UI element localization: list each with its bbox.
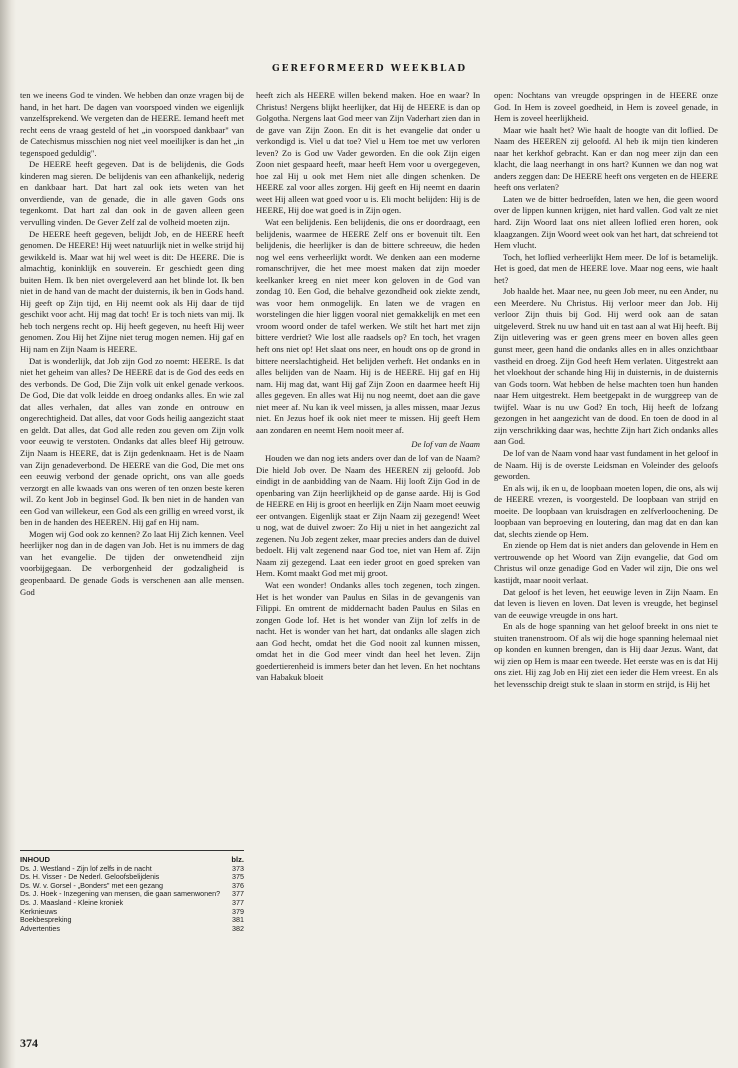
- toc-entry: [20, 908, 244, 917]
- page-number: 374: [20, 1036, 38, 1050]
- section-heading: De lof van de Naam: [411, 439, 480, 450]
- paragraph: Maar wie haalt het? Wie haalt de hoogte van dit loflied. De Naam des HEEREN zij geloofd. Al heb ik mijn tien kinderen naar het kerkhof gebracht. Kan er dan nog meer zijn dan een klacht, die laag neerhangt in ons hart? Kunnen we dan nog wat anders zeggen dan: De HEERE heeft ons vergeten en de HEERE heeft ons verlaten?: [494, 124, 718, 193]
- paragraph: Laten we de bitter bedroefden, laten we hen, die geen woord over de lippen kunnen krijgen, niet hard vallen. God valt ze niet hard. Zijn Woord laat ons niet alleen loflied eren horen, ook klaagzangen. Zijn Woord weet ook van het hart, dat schreiend tot Hem vlucht.: [494, 193, 718, 251]
- toc-divider: [20, 850, 244, 851]
- text-column-1: [20, 90, 244, 846]
- toc-entry-title: Advertenties: [20, 924, 60, 933]
- paragraph: Mogen wij God ook zo kennen? Zo laat Hij Zich kennen. Veel heerlijker nog dan in de dagen van Job. Het is nu immers de dag van het evangelie. De tijden der onwetendheid zijn voorbijgegaan. De verborgenheid der godzaligheid is geopenbaard. De genade Gods is verschenen aan alle mensen. God: [20, 528, 244, 597]
- paragraph: De HEERE heeft gegeven, belijdt Job, en de HEERE heeft genomen. De HEERE! Hij weet natuurlijk niet in welke strijd hij gewikkeld is. Maar wat hij wel weet is dit: De HEERE. Die is almachtig, koninklijk en souverein. Er geschiedt geen ding buiten Hem. Ik ben niet overgeleverd aan het blinde lot. Ik ben niet in de hand van de macht der duisternis, ik ben in Gods hand. Hij geeft op Zijn tijd, en Hij neemt ook als Hij daar de tijd geschikt voor acht. Hij mag dat toch! Er is toch niets van mij. Ik heb toch nergens recht op. Hij heeft gegeven, nu heeft Hij weer genomen. Zou Hij het Zijne niet terug mogen nemen. Hij gaf en Hij nam en Zijn Naam is HEERE.: [20, 228, 244, 355]
- toc-entry-page: 379: [232, 906, 244, 916]
- toc-entry-title: Boekbespreking: [20, 916, 72, 925]
- paragraph: Job haalde het. Maar nee, nu geen Job meer, nu een Ander, nu een Meerdere. Nu Christus. Hij verloor meer dan Job. Hij verloor Zijn thuis bij God. Hij werd ook aan de satan uitgeleverd. Strek nu uw hand uit en tast aan al wat Hij heeft. Bij Zijn uitlevering was er geen grens meer en boven alles geen gunst meer, geen hand die ondanks alles en in alles onzichtbaar vastheid en droeg. Zijn God heeft Hem verlaten. Uitgestrekt aan het vloekhout der schande hing Hij in duisternis, in de duisternis van Gods toorn. Wat hebben de helse machten toen hun handen naar Hem uitgestrekt. Hem beetgepakt in de wurggreep van de twijfel. Waar is nu uw God? En toch, Hij heeft de lofzang gezongen in het aangezicht van de dood. En toen de dood in al zijn verschrikking daar was, hechtte Zijn hart Zich ondanks alles aan God.: [494, 286, 718, 447]
- paragraph: open: Nochtans van vreugde opspringen in de HEERE onze God. In Hem is zoveel goedheid, in Hem is zoveel genade, in Hem is zoveel heerlijkheid.: [494, 90, 718, 124]
- paragraph: En als wij, ik en u, de loopbaan moeten lopen, die ons, als wij de HEERE vrezen, is voorgesteld. De loopbaan van strijd en moeite. De loopbaan van kruisdragen en zelfverloochening. De loopbaan van beproeving en loutering, dan mag dat en dan kan dat, slechts ziende op Hem.: [494, 482, 718, 539]
- text-column-3: [494, 90, 718, 1035]
- toc-entry-page: 381: [232, 915, 244, 925]
- paragraph: Houden we dan nog iets anders over dan de lof van de Naam? Die hield Job over. De Naam des HEEREN zij geloofd. Job eindigt in de aanbidding van de Naam. Hij looft Zijn God in de openbaring van Zijn heerlijkheid op de ganse aarde. Hij is God de HEERE en Hij is groot en heerlijk en Zijn Naam moet eeuwig eer ontvangen. Eigenlijk staat er Zijn Naam zij gezegend! Weet u nog, wat de duivel zwoer: Zo Hij u niet in het aangezicht zal zegenen. Nu Job zegent zeker, maar precies anders dan de duivel bedoelt. Hij valt zegenend naar God toe, niet van Hem af. Zijn Naam zij gezegend. Laat een ieder groot en goed spreken van Hem. Komt maakt God met mij groot.: [256, 452, 480, 579]
- toc-entry-page: 375: [232, 872, 244, 882]
- toc-entry: [20, 865, 244, 874]
- toc-entry: [20, 925, 244, 934]
- toc-entry: [20, 882, 244, 891]
- toc-entry-page: 373: [232, 863, 244, 873]
- toc-entry-title: Ds. H. Visser - De Nederl. Geloofsbelijdenis: [20, 873, 160, 882]
- paragraph: Dat geloof is het leven, het eeuwige leven in Zijn Naam. En dat leven is lieven en loven. Dat leven is vreugde, het beginsel van de eeuwige vreugde in ons hart.: [494, 586, 718, 620]
- toc-entry: [20, 890, 244, 899]
- toc-entry-page: 376: [232, 880, 244, 890]
- paragraph: Wat een wonder! Ondanks alles toch zegenen, toch zingen. Het is het wonder van Paulus en Silas in de gevangenis van Filippi. En omtrent de middernacht baden Paulus en Silas en zongen Gode lof. Het is het wonder van Zijn lof zelfs in de nacht. Het is wonder van het hart, dat ondanks alle slagen zich aan God hecht, omdat het die God nooit zal kunnen missen, omdat het in die God meer vindt dan heel het leven. Zijn goedertierenheid is immers beter dan het leven. En het nochtans van Habakuk bloeit: [256, 579, 480, 683]
- toc-entry-page: 382: [232, 923, 244, 933]
- paragraph: En als de hoge spanning van het geloof breekt in ons niet te stuiten tranenstroom. Of als wij die hoge spanning helemaal niet op konden en kunnen brengen, dan is Hij daar Jezus. Want, dat wij zien op Hem is maar een tweede. Het eerste was en is dat Hij ons ziet. Hij zag Job en Hij ziet een ieder die Hem vreest. En als het levensschip dreigt stuk te slaan in storm en strijd, is Hij het: [494, 621, 718, 689]
- paragraph: De lof van de Naam vond haar vast fundament in het geloof in de Naam. Hij is de overste Leidsman en Voleinder des geloofs geworden.: [494, 447, 718, 482]
- toc-header: [20, 856, 244, 865]
- toc-entry: [20, 916, 244, 925]
- toc-entry-title: Ds. W. v. Gorsel - „Bonders" met een gezang: [20, 881, 164, 890]
- paragraph: En ziende op Hem dat is niet anders dan gelovende in Hem en vertrouwende op het Woord van Zijn evangelie, dat God om Christus wil onze genadige God en Vader wil zijn, Die ons wel kastijdt, maar nooit verlaat.: [494, 540, 718, 585]
- toc-entry-page: 377: [232, 889, 244, 899]
- paragraph: Dat is wonderlijk, dat Job zijn God zo noemt: HEERE. Is dat niet het geheim van alles? De HEERE dat is de God des eeds en des verbonds. De God, Die Zijn volk uit enkel genade verkoos. De God, Die dat volk leidde en droeg ondanks alles. En wie zal dat alles verhalen, dat alles van zonde en ontrouw en ongerechtigheid. Dat alles, dat voor Gods heilig aangezicht staat en geldt. Dat alles, dat God alle reden zou geven om Zijn volk voor eeuwig te verstoten. Ondanks dat alles bleef Hij getrouw. Zijn Naam is HEERE, dat is Zijn gedenknaam. Het is de Naam van Zijn genadeverbond. De HEERE van die God, Die met ons een eeuwig verbond der genade opricht, ons van alle goeds verzorgt en alle kwaads van ons weren of ten onzen beste keren wil. Zo kent Job in beginsel God. Ik ben niet in de handen van een God van willekeur, een God als een grillig en wreed vorst, ik ben in de handen des HEEREN. Hij gaf en Hij nam.: [20, 355, 244, 528]
- page-edge-shadow: [0, 0, 16, 1068]
- toc-entry-title: Ds. J. Maasland - Kleine kroniek: [20, 898, 124, 907]
- paragraph: heeft zich als HEERE willen bekend maken. Hoe en waar? In Christus! Nergens blijkt heerlijker, dat Hij de HEERE is dan op Golgotha. Nergens laat God meer van Zijn Vaderhart zien dan in de gave van Zijn Zoon. En dit is het evangelie dat onder u verkondigd is. Viel u dat toe? Viel u Hem toe met uw verloren leven? Zo is God uw Vader geworden. En die ook Zijn eigen Zoon niet gespaard heeft, maar heeft Hem voor u overgegeven, hoe zal Hij u ook met Hem niet alle dingen schenken. De HEERE zal voor alles zorgen. Hij geeft en Hij neemt en daarin weet Hij alleen wat goed voor u is. Eli mocht belijden: Hij is de HEERE, Hij doe wat goed is in Zijn ogen.: [256, 90, 480, 216]
- toc-entry-title: Kerknieuws: [20, 907, 58, 916]
- toc-entry-title: Ds. J. Westland - Zijn lof zelfs in de nacht: [20, 864, 152, 873]
- toc-entry: [20, 899, 244, 908]
- paragraph: De HEERE heeft gegeven. Dat is de belijdenis, die Gods kinderen mag sieren. De belijdenis van een afhankelijk, nederig en dankbaar hart. Dat hart zal ook iets weten van het onverdiende, van de genade, die in alle gaven Gods ons tegenkomt. Dat hart zal dan ook in de gaven alleen geen vervulling vinden. De Gever Zelf zal de volheid moeten zijn.: [20, 159, 244, 228]
- paragraph: Wat een belijdenis. Een belijdenis, die ons er doordraagt, een belijdenis, waarmee de HEERE Zelf ons er bovenuit tilt. Een belijdenis, die heerlijker is dan de bittere schreeuw, die heden nog wel eens verheerlijkt wordt. We denken aan een moderne romanschrijver, die het mee moest maken dat zijn moeder keelkanker kreeg en niet meer kon geloven in de God van zondag 10. Een God, die behalve gezondheid ook ziekte zendt, was voor hem onmogelijk. En laten we de vragen en worstelingen die hier liggen vooral niet gemakkelijk en met een vroom woord onder de tafel werken. We stilt het hart met zijn bittere verdriet? Wie lost alle raadsels op? En toch, het vragen heft ons niet op! Het slaat ons neer, en houdt ons op de grond in bittere neerslachtigheid. Het belijden verheft. Het ondanks en in alles belijden van de Naam. Hij is de HEERE. Hij gaf en Hij nam. Hij mag dat, want Hij gaf Zijn Zoon en daarmee heeft Hij alles gegeven. En alles wat Hij nu nog neemt, doet aan die gave niet meer af. Nu kan ik veel missen, ja alles missen, maar Jezus niet. En Jezus hoef ik ook niet meer te missen. Hij geeft Hem aan zondaren en neemt Hem nooit meer af.: [256, 217, 480, 435]
- toc-entry: [20, 873, 244, 882]
- toc-entry-title: Ds. J. Hoek - Inzegening van mensen, die gaan samenwonen?: [20, 890, 221, 899]
- toc-heading: INHOUD: [20, 855, 50, 864]
- text-column-2: [256, 90, 480, 1035]
- toc-entry-page: 377: [232, 897, 244, 907]
- paragraph: Toch, het loflied verheerlijkt Hem meer. De lof is betamelijk. Het is goed, dat men de HEERE love. Maar nog eens, wie haalt het?: [494, 251, 718, 285]
- paragraph: ten we ineens God te vinden. We hebben dan onze vragen bij de hand, in het hart. De dagen van voorspoed vinden we eigenlijk vanzelfsprekend. We vergeten dan de HEERE. Iemand heeft met recht eens de vraag gesteld of het „in voorspoed dankbaar" van de Catechismus misschien nog niet veel moeilijker is dan het „in tegenspoed geduldig".: [20, 90, 244, 158]
- table-of-contents: [20, 856, 244, 933]
- running-header: GEREFORMEERD WEEKBLAD: [272, 64, 468, 74]
- toc-page-label: blz.: [231, 855, 244, 864]
